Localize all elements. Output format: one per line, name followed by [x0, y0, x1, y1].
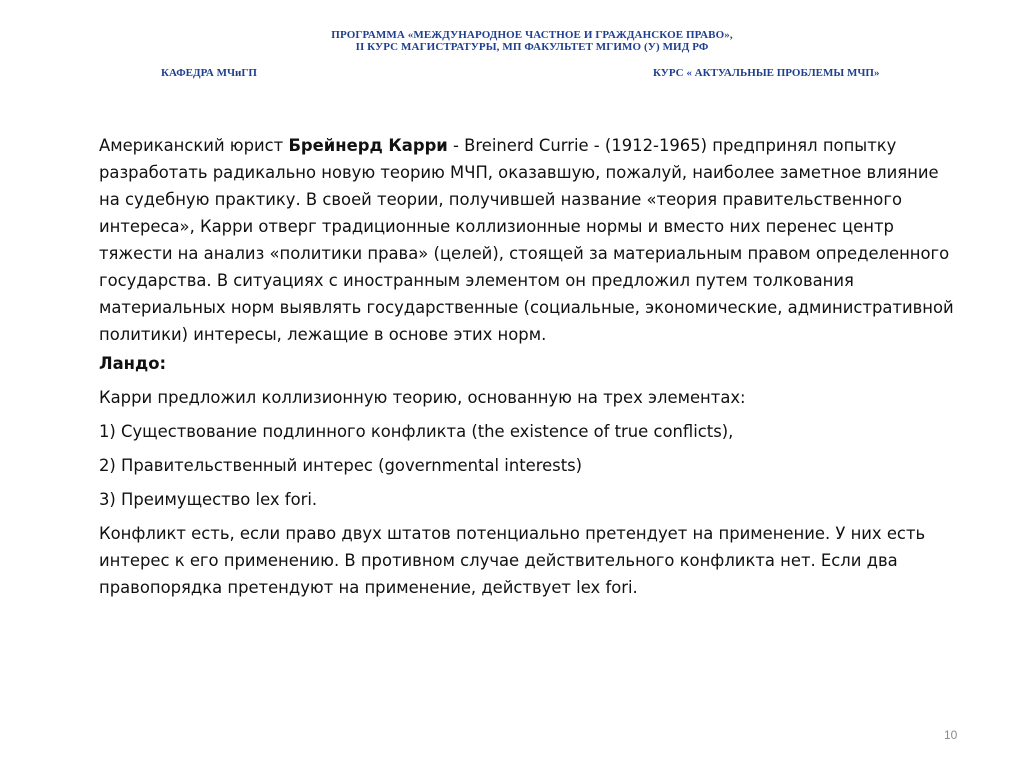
intro-text: - Breinerd Currie - (1912-1965) предпринял попытку разработать радикально новую теорию МЧП, оказавшую, пожалуй, наиболее заметное влияние на судебную практику. В своей теории, получившей название «теория правительственного интереса», Карри отверг традиционные коллизионные нормы и вместо них перенес центр тяжести на анализ «политики права» (целей), стоящей за материальным правом определенного государства. В ситуациях с иностранным элементом он предложил путем толкования материальных норм выявлять государственные (социальные, экономические, административной политики) интересы, лежащие в основе этих норм. [99, 136, 954, 344]
lando-heading: Ландо: [99, 354, 167, 373]
list-item: 1) Существование подлинного конфликта (the existence of true conflicts), [99, 422, 734, 441]
program-title-line2: II КУРС МАГИСТРАТУРЫ, МП ФАКУЛЬТЕТ МГИМО (У) МИД РФ [355, 41, 709, 53]
program-title-line1: ПРОГРАММА «МЕЖДУНАРОДНОЕ ЧАСТНОЕ И ГРАЖДАНСКОЕ ПРАВО», [331, 29, 733, 41]
slide-body [99, 132, 959, 608]
course-label: КУРС « АКТУАЛЬНЫЕ ПРОБЛЕМЫ МЧП» [653, 67, 880, 79]
theory-intro: Карри предложил коллизионную теорию, основанную на трех элементах: [99, 388, 746, 407]
author-name: Брейнерд Карри [288, 136, 448, 155]
page-number: 10 [944, 728, 958, 742]
list-item: 3) Преимущество lex fori. [99, 490, 318, 509]
program-title [200, 29, 864, 53]
intro-prefix: Американский юрист [99, 136, 289, 155]
department-label: КАФЕДРА МЧиГП [161, 67, 257, 79]
list-item: 2) Правительственный интерес (governmental interests) [99, 456, 583, 475]
intro-paragraph [99, 132, 959, 348]
conclusion-paragraph: Конфликт есть, если право двух штатов потенциально претендует на применение. У них есть интерес к его применению. В противном случае действительного конфликта нет. Если два правопорядка претендуют на применение, действует lex fori. [99, 524, 926, 597]
